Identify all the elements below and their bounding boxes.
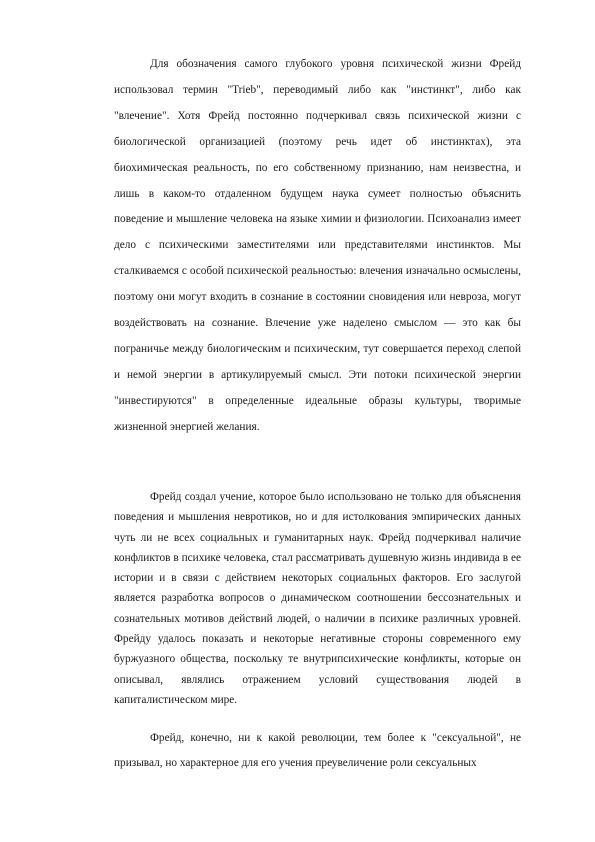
text-block-3 — [114, 726, 521, 776]
text-block-1 — [114, 52, 521, 441]
paragraph-3: Фрейд, конечно, ни к какой революции, тем более к "сексуальной", не призывал, но характерное для его учения преувеличение роли сексуальных — [114, 732, 521, 769]
text-block-2 — [114, 487, 521, 710]
paragraph-2: Фрейд создал учение, которое было использовано не только для объяснения поведения и мышления невротиков, но и для истолкования эмпирических данных чуть ли не всех социальных и гуманитарных наук. Фрейд подчеркивал наличие конфликтов в психике человека, стал рассматривать душевную жизнь индивида в ее истории и в связи с действием некоторых социальных факторов. Его заслугой является разработка вопросов о динамическом соотношении бессознательных и сознательных мотивов действий людей, о наличии в психике различных уровней. Фрейду удалось показать и некоторые негативные стороны современного ему буржуазного общества, поскольку те внутрипсихические конфликты, которые он описывал, являлись отражением условий существования людей в капиталистическом мире. — [114, 491, 521, 706]
paragraph-1: Для обозначения самого глубокого уровня психической жизни Фрейд использовал термин "Trieb", переводимый либо как "инстинкт", либо как "влечение". Хотя Фрейд постоянно подчеркивал связь психической жизни с биологической организацией (поэтому речь идет об инстинктах), эта биохимическая реальность, по его собственному признанию, нам неизвестна, и лишь в каком-то отдаленном будущем наука сумеет полностью объяснить поведение и мышление человека на языке химии и физиологии. Психоанализ имеет дело с психическими заместителями или представителями инстинктов. Мы сталкиваемся с особой психической реальностью: влечения изначально осмыслены, поэтому они могут входить в сознание в состоянии сновидения или невроза, могут воздействовать на сознание. Влечение уже наделено смыслом — это как бы пограничье между биологическим и психическим, тут совершается переход слепой и немой энергии в артикулируемый смысл. Эти потоки психической энергии "инвестируются" в определенные идеальные образы культуры, творимые жизненной энергией желания. — [114, 58, 521, 433]
